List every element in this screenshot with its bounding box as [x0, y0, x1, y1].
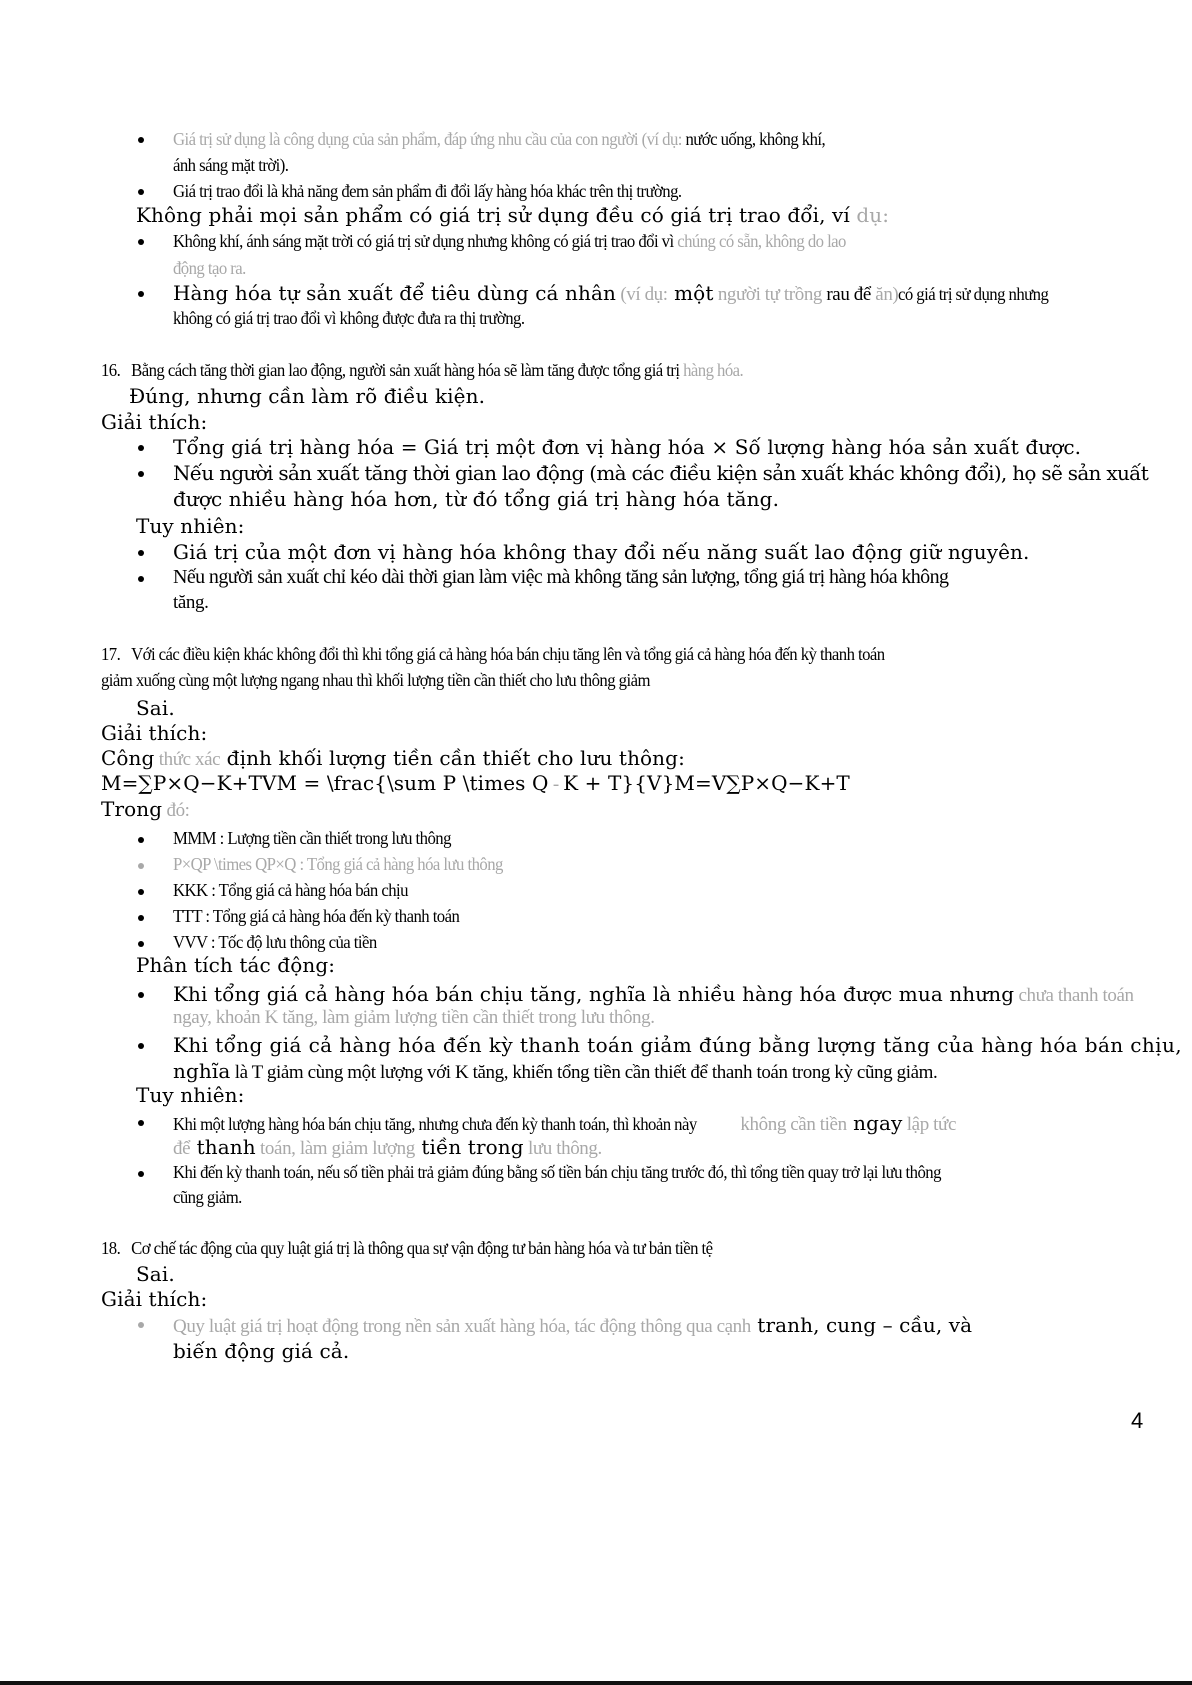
analysis-label: Phân tích tác động: [136, 953, 336, 977]
bullet-icon [138, 889, 144, 895]
however-label: Tuy nhiên: [136, 1083, 245, 1107]
bullet-icon [138, 445, 144, 451]
explain-label: Giải thích: [101, 1287, 208, 1311]
text-line: động tạo ra. [173, 258, 246, 278]
bullet-icon [138, 1043, 144, 1049]
bullet-icon [138, 941, 144, 947]
variable-item: P×QP \times QP×Q : Tổng giá cả hàng hóa lưu thông [173, 854, 503, 874]
question-18: 18. Cơ chế tác động của quy luật giá trị là thông qua sự vận động tư bản hàng hóa và tư bản tiền tệ [101, 1238, 713, 1258]
text-line: Khi đến kỳ thanh toán, nếu số tiền phải trả giảm đúng bằng số tiền bán chịu tăng trước đó, thì tổng tiền quay trở lại lưu thông [173, 1162, 941, 1182]
text-line: Khi tổng giá cả hàng hóa bán chịu tăng, nghĩa là nhiều hàng hóa được mua nhưng chưa thanh toán [173, 982, 1134, 1006]
bullet-icon [138, 189, 144, 195]
bullet-icon [138, 550, 144, 556]
variable-item: KKK : Tổng giá cả hàng hóa bán chịu [173, 880, 408, 900]
text-line: giảm xuống cùng một lượng ngang nhau thì khối lượng tiền cần thiết cho lưu thông giảm [101, 670, 650, 690]
bullet-icon [138, 137, 144, 143]
bullet-icon [138, 1171, 144, 1177]
text-line: Không phải mọi sản phẩm có giá trị sử dụng đều có giá trị trao đổi, ví dụ: [136, 203, 890, 227]
formula-label: Công thức xác định khối lượng tiền cần thiết cho lưu thông: [101, 746, 685, 770]
text-line: tăng. [173, 592, 209, 613]
bullet-icon [138, 1322, 144, 1328]
variable-item: MMM : Lượng tiền cần thiết trong lưu thông [173, 828, 451, 848]
question-16: 16. Bằng cách tăng thời gian lao động, người sản xuất hàng hóa sẽ làm tăng được tổng giá trị hàng hóa. [101, 360, 744, 380]
bullet-icon [138, 576, 144, 582]
answer-18: Sai. [136, 1262, 175, 1286]
text-line: Nếu người sản xuất tăng thời gian lao động (mà các điều kiện sản xuất khác không đổi), họ sẽ sản xuất [173, 461, 1149, 485]
page-bottom-border [0, 1681, 1192, 1685]
where-label: Trong đó: [101, 797, 190, 821]
bullet-icon [138, 1120, 144, 1126]
bullet-icon [138, 915, 144, 921]
text-line: để thanh toán, làm giảm lượng tiền trong lưu thông. [173, 1135, 602, 1159]
answer-17: Sai. [136, 696, 175, 720]
however-label: Tuy nhiên: [136, 514, 245, 538]
text-line: Giá trị của một đơn vị hàng hóa không thay đổi nếu năng suất lao động giữ nguyên. [173, 540, 1030, 564]
bullet-icon [138, 992, 144, 998]
text-line: ánh sáng mặt trời). [173, 155, 289, 175]
text-line: Hàng hóa tự sản xuất để tiêu dùng cá nhân (ví dụ: một người tự trồng rau để ăn)có giá trị sử dụng nhưng [173, 281, 1049, 305]
bullet-icon [138, 471, 144, 477]
text-line: Nếu người sản xuất chỉ kéo dài thời gian làm việc mà không tăng sản lượng, tổng giá trị hàng hóa không [173, 566, 949, 588]
text-line: Không khí, ánh sáng mặt trời có giá trị sử dụng nhưng không có giá trị trao đổi vì chúng có sẵn, không do lao [173, 231, 846, 251]
variable-item: TTT : Tổng giá cả hàng hóa đến kỳ thanh toán [173, 906, 460, 926]
text-line: Giá trị sử dụng là công dụng của sản phẩm, đáp ứng nhu cầu của con người (ví dụ: nước uống, không khí, [173, 129, 826, 149]
text-line: biến động giá cả. [173, 1339, 350, 1363]
bullet-icon [138, 291, 144, 297]
text-line: được nhiều hàng hóa hơn, từ đó tổng giá trị hàng hóa tăng. [173, 487, 780, 511]
variable-item: VVV : Tốc độ lưu thông của tiền [173, 932, 377, 952]
page-number: 4 [1131, 1408, 1144, 1433]
bullet-icon [138, 837, 144, 843]
bullet-icon [138, 863, 144, 869]
text-line: Tổng giá trị hàng hóa = Giá trị một đơn vị hàng hóa × Số lượng hàng hóa sản xuất được. [173, 435, 1082, 459]
question-17: 17. Với các điều kiện khác không đổi thì khi tổng giá cả hàng hóa bán chịu tăng lên và tổng giá cả hàng hóa đến kỳ thanh toán [101, 644, 885, 664]
formula: M=∑P×Q−K+TVM = \frac{\sum P \times Q - K + T}{V}M=V∑P×Q−K+T [101, 771, 850, 795]
text-line: không có giá trị trao đổi vì không được đưa ra thị trường. [173, 308, 525, 328]
text-line: Quy luật giá trị hoạt động trong nền sản xuất hàng hóa, tác động thông qua cạnh tranh, cung – cầu, và [173, 1313, 973, 1337]
text-line: Khi tổng giá cả hàng hóa đến kỳ thanh toán giảm đúng bằng lượng tăng của hàng hóa bán chịu, [173, 1033, 1183, 1057]
explain-label: Giải thích: [101, 721, 208, 745]
text-line: ngay, khoản K tăng, làm giảm lượng tiền cần thiết trong lưu thông. [173, 1007, 655, 1028]
text-line: Khi một lượng hàng hóa bán chịu tăng, nhưng chưa đến kỳ thanh toán, thì khoản này không cần tiền ngay lập tức [173, 1111, 956, 1135]
text-line: nghĩa là T giảm cùng một lượng với K tăng, khiến tổng tiền cần thiết để thanh toán trong kỳ cũng giảm. [173, 1059, 938, 1083]
answer-16: Đúng, nhưng cần làm rõ điều kiện. [129, 384, 486, 408]
text-line: Giá trị trao đổi là khả năng đem sản phẩm đi đổi lấy hàng hóa khác trên thị trường. [173, 181, 682, 201]
explain-label: Giải thích: [101, 410, 208, 434]
text-line: cũng giảm. [173, 1187, 242, 1207]
bullet-icon [138, 239, 144, 245]
